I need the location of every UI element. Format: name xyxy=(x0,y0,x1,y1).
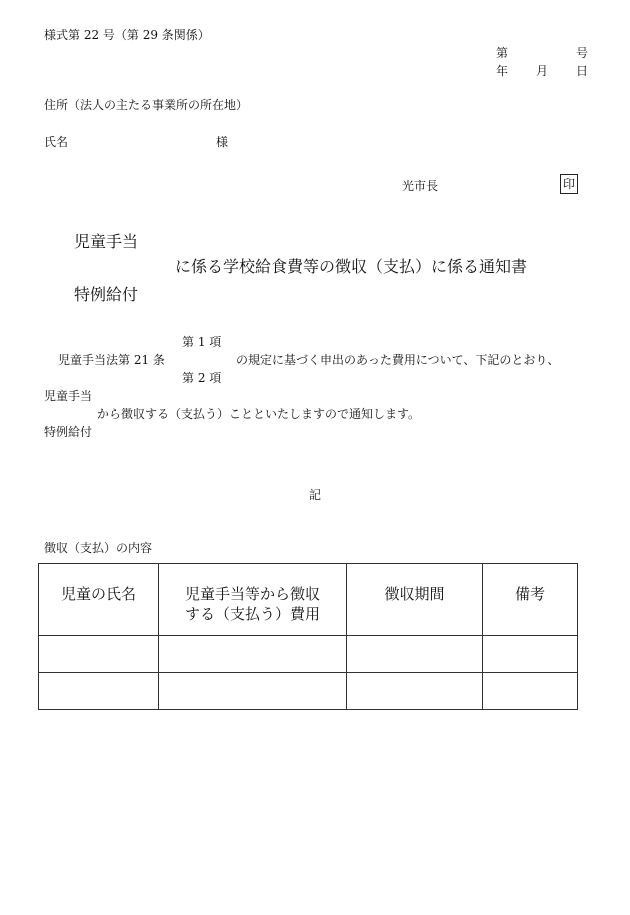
table-header-row xyxy=(39,564,578,636)
section-title: 徴収（支払）の内容 xyxy=(44,541,153,555)
body-law-reference: 児童手当法第 21 条 xyxy=(58,353,165,367)
body-text-line-1: の規定に基づく申出のあった費用について、下記のとおり、 xyxy=(236,353,560,367)
address-label: 住所（法人の主たる事業所の所在地） xyxy=(44,98,249,112)
table-cell[interactable] xyxy=(39,673,159,710)
header-child-name: 児童の氏名 xyxy=(39,564,159,636)
body-clause-2: 第 2 項 xyxy=(182,371,222,385)
table-cell[interactable] xyxy=(483,673,578,710)
table-cell[interactable] xyxy=(39,636,159,673)
ki-marker: 記 xyxy=(309,488,322,502)
name-label: 氏名 xyxy=(44,135,69,149)
date-year: 年 xyxy=(496,64,509,78)
body-option-1: 児童手当 xyxy=(44,389,93,403)
title-option-2: 特例給付 xyxy=(74,285,139,304)
issuer-name: 光市長 xyxy=(402,179,439,193)
table-cell[interactable] xyxy=(159,673,347,710)
document-title: に係る学校給食費等の徴収（支払）に係る通知書 xyxy=(175,257,528,276)
content-table xyxy=(38,563,578,710)
date-day: 日 xyxy=(576,64,589,78)
table-cell[interactable] xyxy=(159,636,347,673)
body-clause-1: 第 1 項 xyxy=(182,335,222,349)
header-period: 徴収期間 xyxy=(347,564,483,636)
doc-number-go: 号 xyxy=(576,46,589,60)
table-cell[interactable] xyxy=(483,636,578,673)
title-option-1: 児童手当 xyxy=(74,232,139,251)
table-cell[interactable] xyxy=(347,636,483,673)
header-remarks: 備考 xyxy=(483,564,578,636)
header-fee: 児童手当等から徴収 する（支払う）費用 xyxy=(159,564,347,636)
table-cell[interactable] xyxy=(347,673,483,710)
table-row xyxy=(39,636,578,673)
body-option-2: 特例給付 xyxy=(44,425,93,439)
doc-number-dai: 第 xyxy=(496,46,509,60)
date-month: 月 xyxy=(536,64,549,78)
form-number: 様式第 22 号（第 29 条関係） xyxy=(44,28,210,42)
body-text-line-2: から徴収する（支払う）ことといたしますので通知します。 xyxy=(97,407,421,421)
table-row xyxy=(39,673,578,710)
honorific: 様 xyxy=(216,135,229,149)
seal-mark: 印 xyxy=(560,174,578,194)
